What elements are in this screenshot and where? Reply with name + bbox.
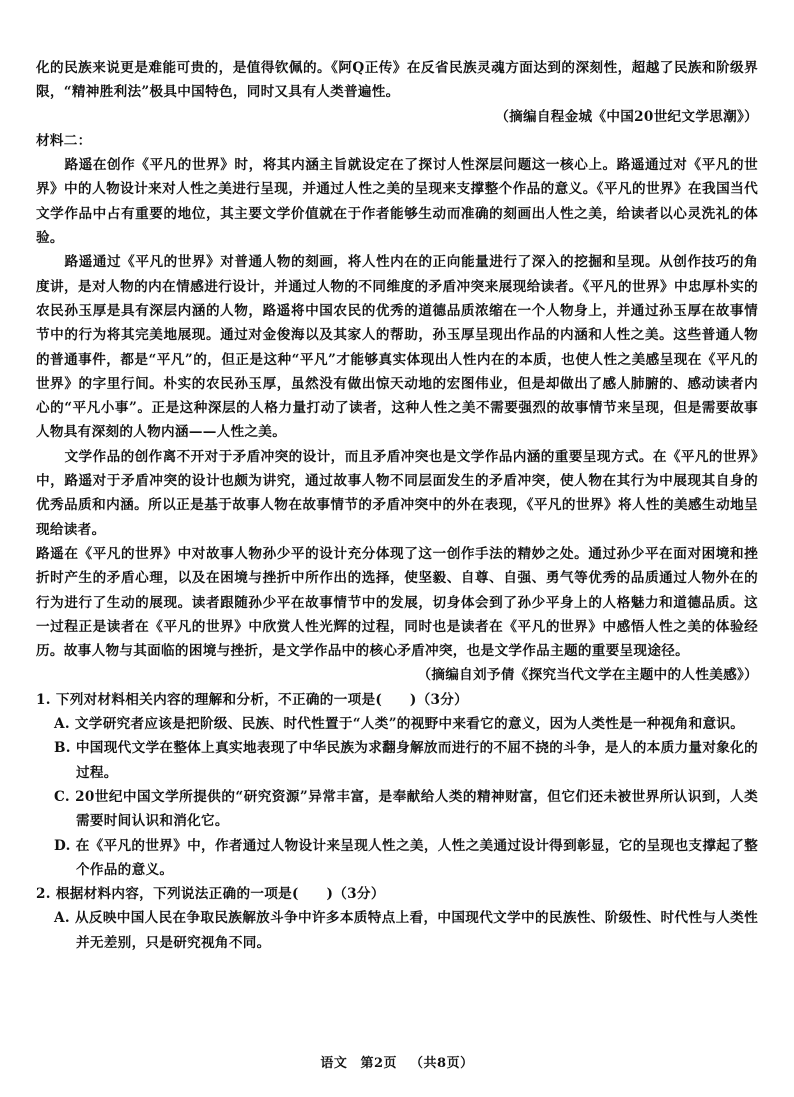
- footer-subject: 语文: [320, 1056, 348, 1071]
- footer-total-pages: （共8页）: [410, 1056, 474, 1071]
- exam-page: [36, 56, 758, 955]
- question-1-option-b: B. 中国现代文学在整体上真实地表现了中华民族为求翻身解放而进行的不屈不挠的斗争，是人的本质力量对象化的过程。: [54, 740, 758, 781]
- question-2-stem: 2. 根据材料内容，下列说法正确的一项是( )（3分）: [36, 886, 385, 903]
- page-footer: [0, 1052, 794, 1071]
- material1-continuation: 化的民族来说更是难能可贵的，是值得钦佩的。《阿Q正传》在反省民族灵魂方面达到的深刻性，超越了民族和阶级界限，“精神胜利法”极具中国特色，同时又具有人类普遍性。: [36, 60, 758, 101]
- question-2-option-a: A. 从反映中国人民在争取民族解放斗争中许多本质特点上看，中国现代文学中的民族性、阶级性、时代性与人类性并无差别，只是研究视角不同。: [54, 910, 758, 951]
- material2-paragraph-2: 路遥通过《平凡的世界》对普通人物的刻画，将人性内在的正向能量进行了深入的挖掘和呈现。从创作技巧的角度讲，是对人物的内在情感进行设计，并通过人物的不同维度的矛盾冲突来展现给读者。《平凡的世界》中忠厚朴实的农民孙玉厚是具有深层内涵的人物，路遥将中国农民的优秀的道德品质浓缩在一个人物身上，并通过孙玉厚在故事情节中的行为将其完美地展现。通过对金俊海以及其家人的帮助，孙玉厚呈现出作品的内涵和人性之美。这些普通人物的普通事件，都是“平凡”的，但正是这种“平凡”才能够真实体现出人性内在的本质，也使人性之美感呈现在《平凡的世界》的字里行间。朴实的农民孙玉厚，虽然没有做出惊天动地的宏图伟业，但是却做出了感人肺腑的、感动读者内心的“平凡小事”。正是这种深层的人格力量打动了读者，这种人性之美不需要强烈的故事情节来呈现，但是需要故事人物具有深刻的人物内涵——人性之美。: [36, 254, 758, 441]
- question-1-stem: 1. 下列对材料相关内容的理解和分析，不正确的一项是( )（3分）: [36, 691, 469, 708]
- footer-page-number: 第2页: [360, 1056, 397, 1071]
- material2-heading: 材料二：: [36, 132, 92, 149]
- material2-paragraph-1: 路遥在创作《平凡的世界》时，将其内涵主旨就设定在了探讨人性深层问题这一核心上。路遥通过对《平凡的世界》中的人物设计来对人性之美进行呈现，并通过人性之美的呈现来支撑整个作品的意义。《平凡的世界》在我国当代文学作品中占有重要的地位，其主要文学价值就在于作者能够生动而准确的刻画出人性之美，给读者以心灵洗礼的体验。: [36, 157, 758, 247]
- material2-paragraph-4: 路遥在《平凡的世界》中对故事人物孙少平的设计充分体现了这一创作手法的精妙之处。通过孙少平在面对困境和挫折时产生的矛盾心理，以及在困境与挫折中所作出的选择，使坚毅、自尊、自强、勇气等优秀的品质通过人物外在的行为进行了生动的展现。读者跟随孙少平在故事情节中的发展，切身体会到了孙少平身上的人格魅力和道德品质。这一过程正是读者在《平凡的世界》中欣赏人性光辉的过程，同时也是读者在《平凡的世界》中感悟人性之美的体验经历。故事人物与其面临的困境与挫折，是文学作品中的核心矛盾冲突，也是文学作品主题的重要呈现途径。: [36, 545, 758, 660]
- question-1-option-c: C. 20世纪中国文学所提供的“研究资源”异常丰富，是奉献给人类的精神财富，但它们还未被世界所认识到，人类需要时间认识和消化它。: [54, 788, 758, 830]
- material1-source: （摘编自程金城《中国20世纪文学思潮》）: [495, 108, 758, 125]
- material2-source: （摘编自刘予倩《探究当代文学在主题中的人性美感》）: [417, 667, 758, 684]
- material2-paragraph-3: 文学作品的创作离不开对于矛盾冲突的设计，而且矛盾冲突也是文学作品内涵的重要呈现方式。在《平凡的世界》中，路遥对于矛盾冲突的设计也颇为讲究，通过故事人物不同层面发生的矛盾冲突，使人物在其行为中展现其自身的优秀品质和内涵。所以正是基于故事人物在故事情节的矛盾冲突中的外在表现，《平凡的世界》将人性的美感生动地呈现给读者。: [36, 448, 758, 538]
- question-1-option-a: A. 文学研究者应该是把阶级、民族、时代性置于“人类”的视野中来看它的意义，因为人类性是一种视角和意识。: [54, 716, 745, 733]
- question-1-option-d: D. 在《平凡的世界》中，作者通过人物设计来呈现人性之美，人性之美通过设计得到彰显，它的呈现也支撑起了整个作品的意义。: [54, 837, 758, 878]
